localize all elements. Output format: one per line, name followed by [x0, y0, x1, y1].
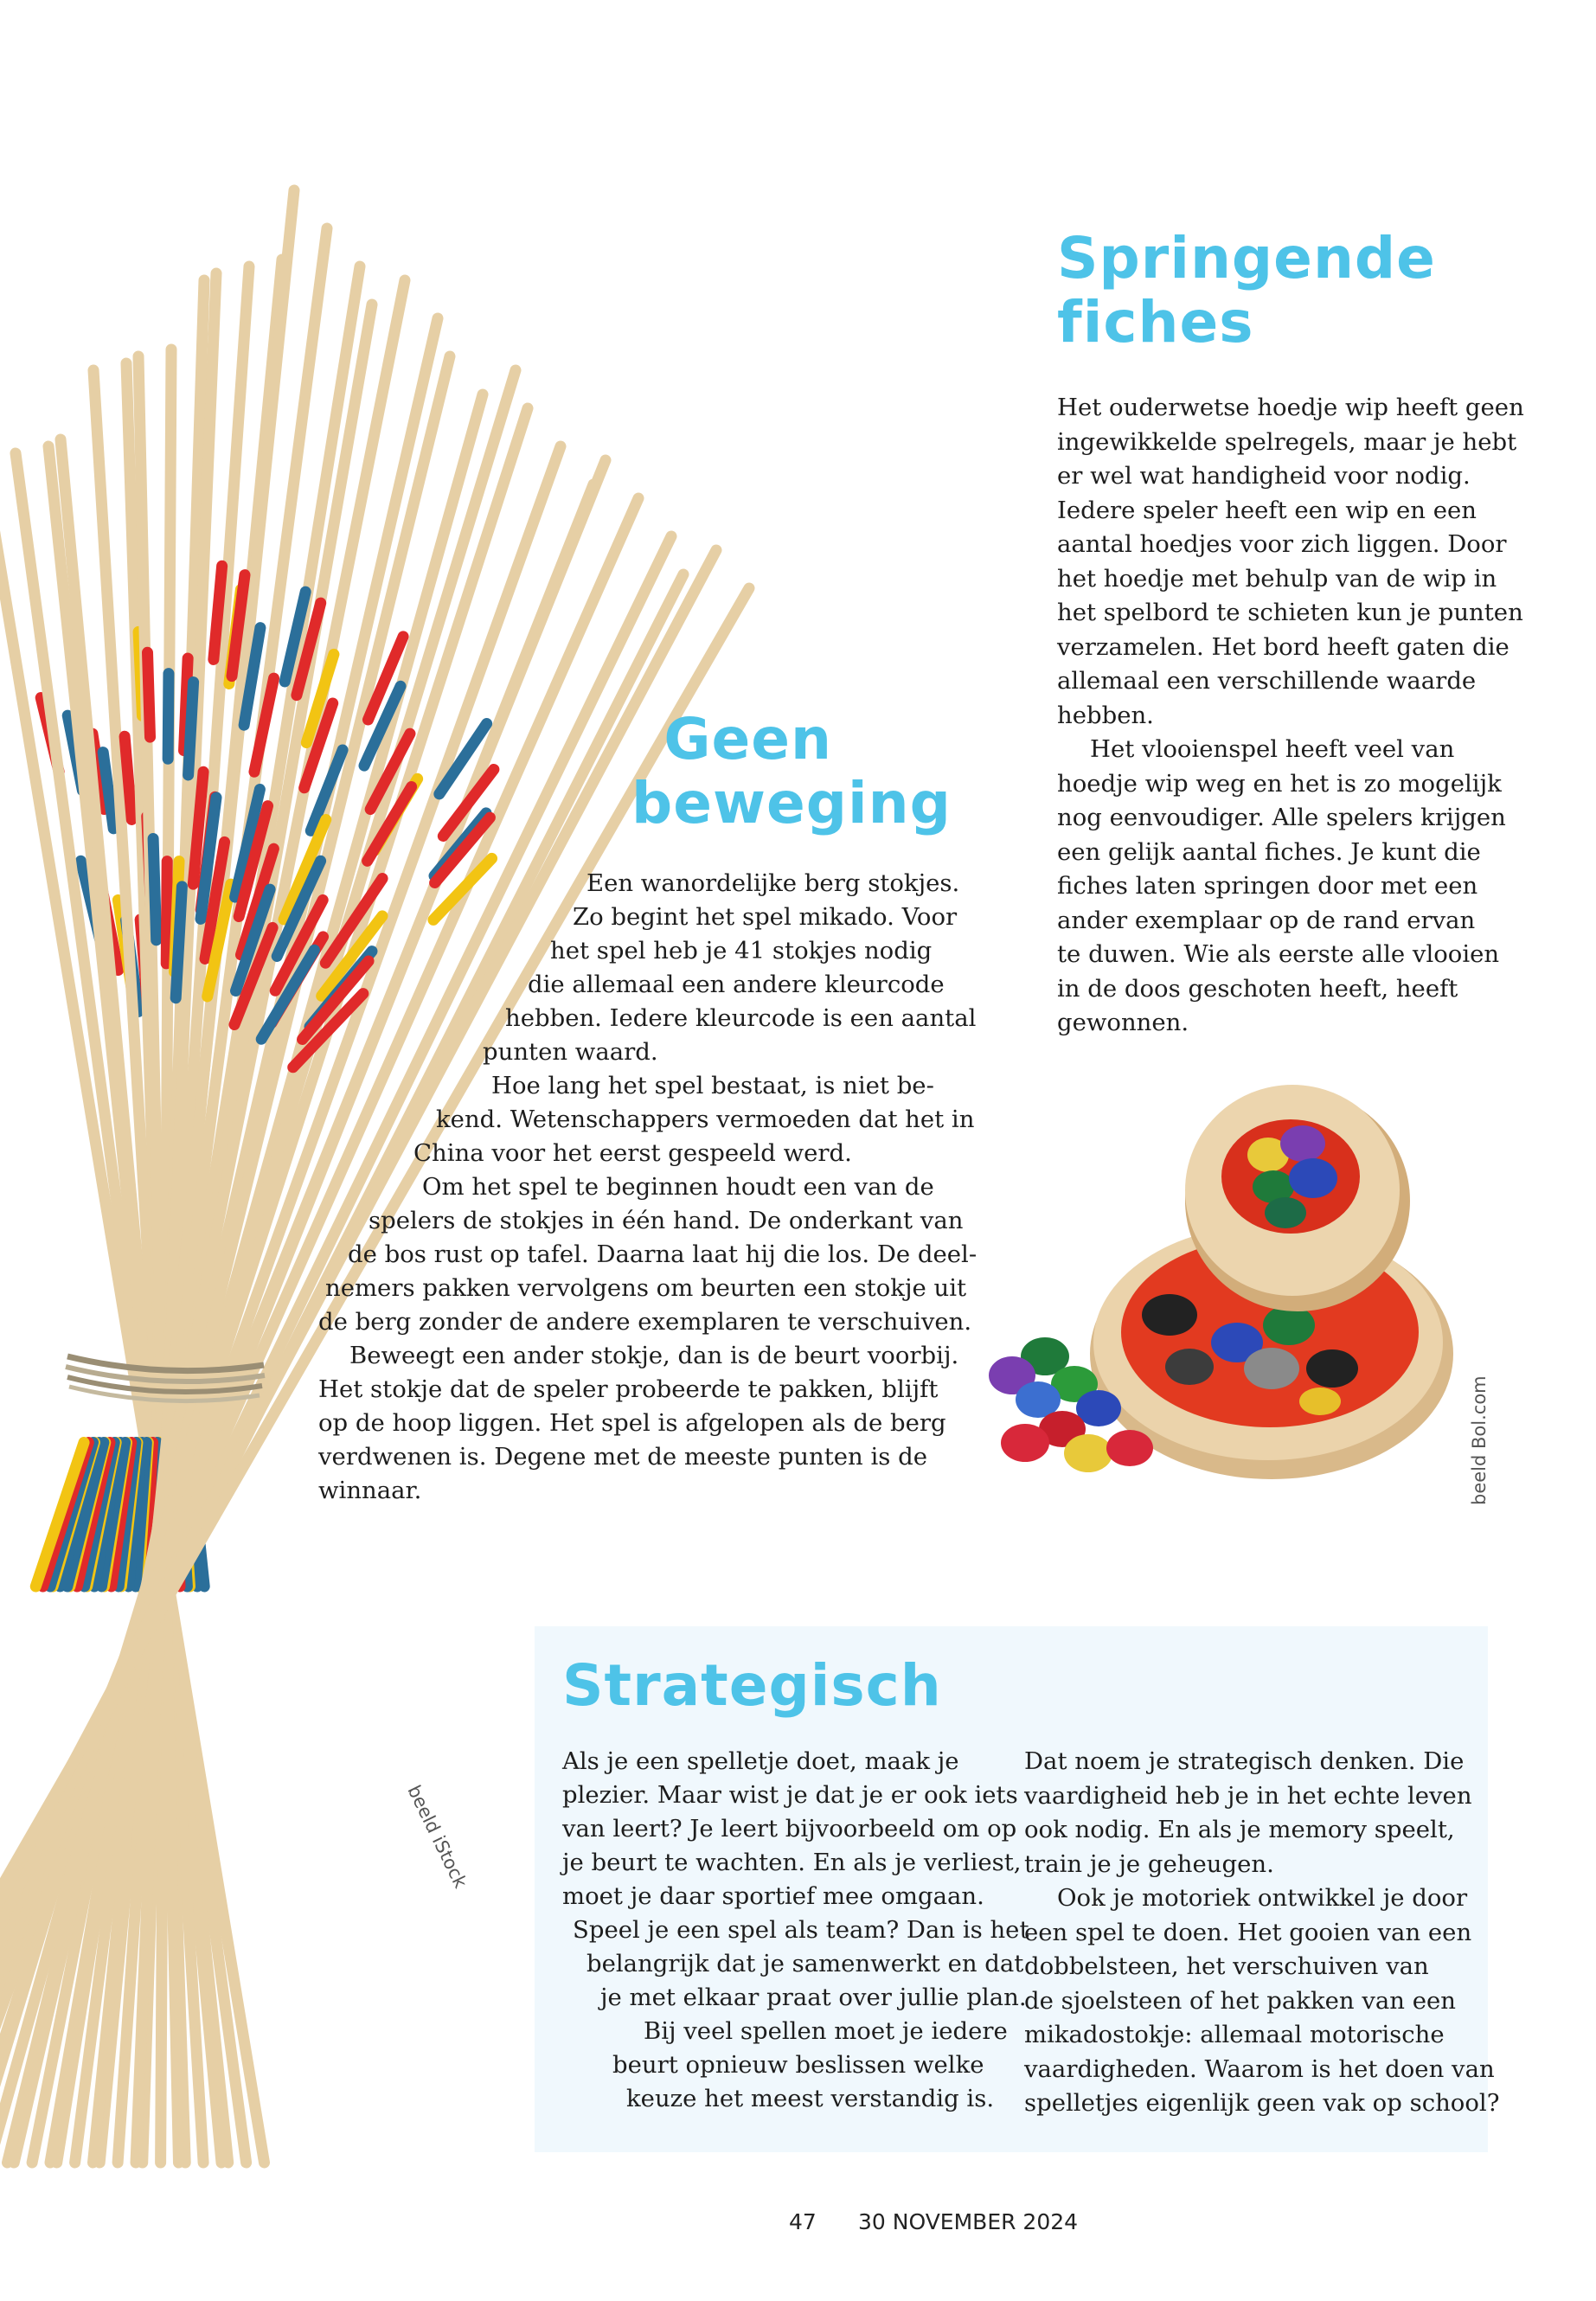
text-line: Speel je een spel als team? Dan is het	[573, 1916, 1029, 1944]
vlooienspel-image	[977, 1021, 1531, 1505]
heading-line: beweging	[631, 770, 952, 836]
text-line: keuze het meest verstandig is.	[626, 2085, 995, 2112]
text-line: train je je geheugen.	[1024, 1849, 1274, 1878]
text-line: te duwen. Wie als eerste alle vlooien	[1057, 940, 1500, 968]
text-line: nog eenvoudiger. Alle spelers krijgen	[1057, 804, 1506, 831]
text-line: Ook je motoriek ontwikkel je door	[1057, 1884, 1468, 1912]
strategisch-column-2	[1024, 1745, 1500, 2121]
paragraph	[1024, 1881, 1500, 2121]
text-line: Het vlooienspel heeft veel van	[1090, 735, 1455, 763]
paragraph	[1057, 733, 1507, 1041]
text-line: plezier. Maar wist je dat je er ook iets	[562, 1781, 1018, 1809]
heading-line: fiches	[1057, 289, 1254, 356]
text-line: punten waard.	[483, 1038, 658, 1066]
springende-fiches-text	[1057, 391, 1524, 1041]
strategisch-heading: Strategisch	[562, 1652, 942, 1719]
text-line: Als je een spelletje doet, maak je	[562, 1747, 959, 1775]
text-line: Zo begint het spel mikado. Voor	[573, 903, 958, 931]
text-line: Het stokje dat de speler probeerde te pakken, blijft	[318, 1375, 939, 1403]
text-line: winnaar.	[318, 1477, 422, 1504]
text-line: hebben. Iedere kleurcode is een aantal	[505, 1004, 977, 1032]
text-line: belangrijk dat je samenwerkt en dat	[586, 1950, 1024, 1977]
text-line: een spel te doen. Het gooien van een	[1024, 1918, 1472, 1946]
text-line: in de doos geschoten heeft, heeft	[1057, 974, 1458, 1003]
text-line: Dat noem je strategisch denken. Die	[1024, 1747, 1465, 1775]
text-line: Om het spel te beginnen houdt een van de	[422, 1173, 934, 1201]
text-line: fiches laten springen door met een	[1057, 872, 1478, 900]
text-line: het spelbord te schieten kun je punten	[1057, 599, 1523, 626]
text-line: Een wanordelijke berg stokjes.	[586, 869, 960, 897]
text-line: mikadostokje: allemaal motorische	[1024, 2021, 1445, 2048]
text-line: Bij veel spellen moet je iedere	[644, 2017, 1008, 2045]
text-line: van leert? Je leert bijvoorbeeld om op	[562, 1815, 1017, 1843]
text-line: vaardigheid heb je in het echte leven	[1024, 1781, 1472, 1810]
text-line: de sjoelsteen of het pakken van een	[1024, 1986, 1457, 2015]
text-line: je beurt te wachten. En als je verliest,	[562, 1849, 1022, 1876]
text-line: op de hoop liggen. Het spel is afgelopen als de berg	[318, 1409, 946, 1437]
text-line: moet je daar sportief mee omgaan.	[562, 1882, 984, 1910]
text-line: spelletjes eigenlijk geen vak op school?	[1024, 2089, 1500, 2117]
text-line: dobbelsteen, het verschuiven van	[1024, 1952, 1429, 1980]
text-line: het hoedje met behulp van de wip in	[1057, 564, 1497, 593]
text-line: je met elkaar praat over jullie plan.	[600, 1984, 1027, 2011]
text-line: die allemaal een andere kleurcode	[528, 971, 945, 998]
text-line: het spel heb je 41 stokjes nodig	[550, 937, 933, 965]
text-line: een gelijk aantal fiches. Je kunt die	[1057, 837, 1481, 866]
text-line: vaardigheden. Waarom is het doen van	[1024, 2054, 1495, 2083]
text-line: verdwenen is. Degene met de meeste punten is de	[318, 1443, 928, 1471]
paragraph	[1024, 1745, 1483, 1881]
image-credit-bol: beeld Bol.com	[1469, 1375, 1490, 1505]
page-number: 47	[789, 2209, 817, 2234]
springende-fiches-heading	[1057, 227, 1436, 355]
text-line: spelers de stokjes in één hand. De onderkant van	[369, 1207, 964, 1234]
text-line: Beweegt een ander stokje, dan is de beurt voorbij.	[349, 1342, 959, 1369]
heading-line: Springende	[1057, 225, 1436, 292]
text-line: ook nodig. En als je memory speelt,	[1024, 1816, 1455, 1843]
text-line: nemers pakken vervolgens om beurten een stokje uit	[325, 1274, 967, 1302]
text-line: de berg zonder de andere exemplaren te verschuiven.	[318, 1308, 972, 1336]
text-line: hoedje wip weg en het is zo mogelijk	[1057, 769, 1502, 798]
text-line: Het ouderwetse hoedje wip heeft geen	[1057, 394, 1524, 421]
wooden-lid	[1185, 1085, 1410, 1311]
text-line: de bos rust op tafel. Daarna laat hij die los. De deel-	[348, 1240, 977, 1268]
text-line: Iedere speler heeft een wip en een	[1057, 496, 1477, 524]
text-line: verzamelen. Het bord heeft gaten die	[1057, 632, 1509, 661]
text-line: China voor het eerst gespeeld werd.	[413, 1139, 852, 1167]
text-line: ingewikkelde spelregels, maar je hebt	[1057, 427, 1517, 456]
text-line: gewonnen.	[1057, 1009, 1189, 1036]
issue-date: 30 NOVEMBER 2024	[858, 2209, 1079, 2234]
text-line: beurt opnieuw beslissen welke	[612, 2051, 984, 2079]
text-line: hebben.	[1057, 701, 1154, 729]
image-credit-istock: beeld iStock	[403, 1782, 471, 1892]
text-line: aantal hoedjes voor zich liggen. Door	[1057, 530, 1507, 558]
text-line: er wel wat handigheid voor nodig.	[1057, 462, 1471, 490]
text-line: Hoe lang het spel bestaat, is niet be-	[491, 1072, 934, 1099]
heading-line: Geen	[663, 706, 832, 772]
text-line: allemaal een verschillende waarde	[1057, 667, 1477, 695]
text-line: kend. Wetenschappers vermoeden dat het in	[436, 1106, 975, 1133]
text-line: ander exemplaar op de rand ervan	[1057, 906, 1476, 934]
paragraph	[1057, 391, 1524, 733]
